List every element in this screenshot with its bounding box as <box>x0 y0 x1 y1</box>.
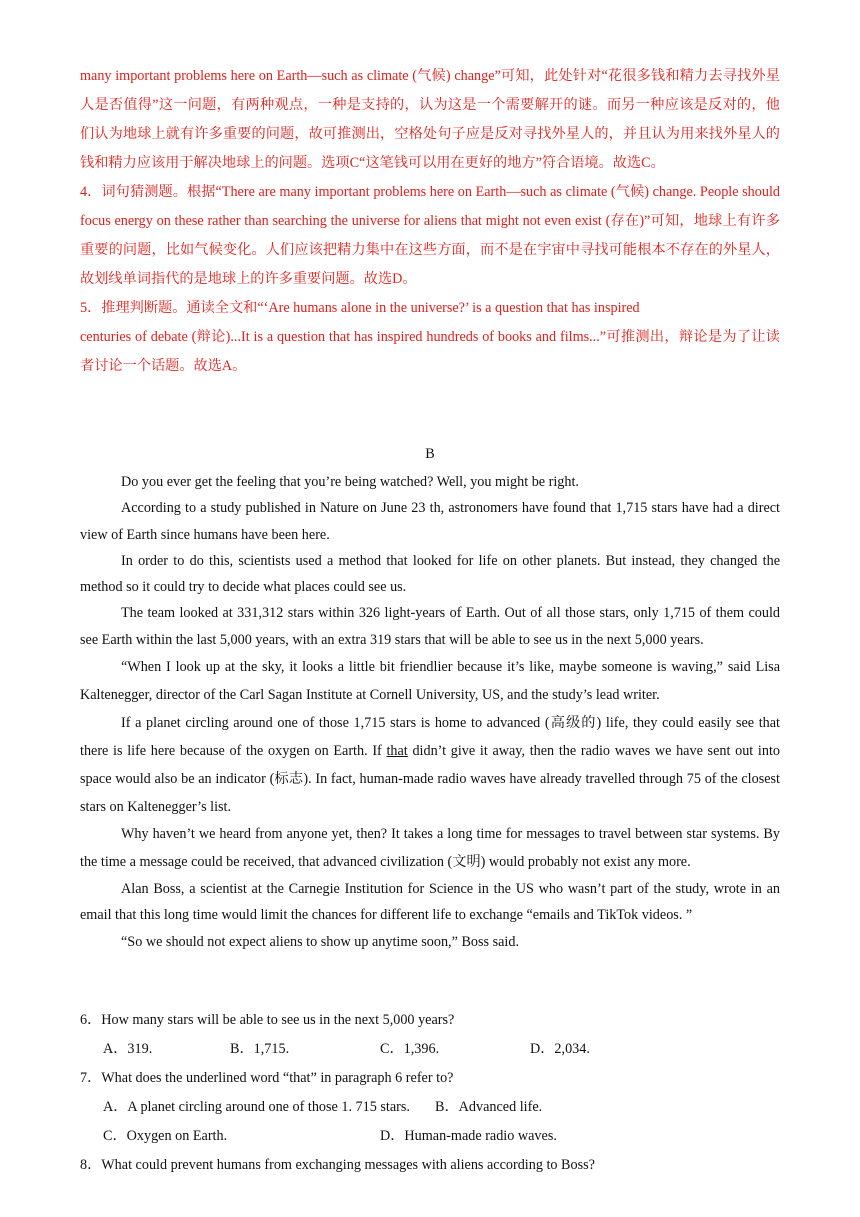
reading-passage <box>80 469 780 955</box>
passage-paragraph-6 <box>80 709 780 821</box>
q7-option-d[interactable]: D．Human-made radio waves. <box>380 1128 557 1144</box>
question-8-stem: 8．What could prevent humans from exchanging messages with aliens according to Boss? <box>80 1157 595 1173</box>
answer-paragraph-3: many important problems here on Earth—such as climate (气候) change”可知，此处针对“花很多钱和精力去寻找外星人是否值得”这一问题，有两种观点，一种是支持的，认为这是一个需要解开的谜。而另一种应该是反对的，他们认为地球上就有许多重要的问题，故可推测出，空格处句子应是反对寻找外星人的，并且认为用来找外星人的钱和精力应该用于解决地球上的问题。选项C“这笔钱可以用在更好的地方”符合语境。故选C。 <box>80 68 780 171</box>
passage-paragraph-1: Do you ever get the feeling that you’re being watched? Well, you might be right. <box>121 474 579 490</box>
passage-paragraph-7: Why haven’t we heard from anyone yet, then? It takes a long time for messages to travel between star systems. By the time a message could be received, that advanced civilization (文明) would probably not exist any more. <box>80 826 780 870</box>
passage-paragraph-5: “When I look up at the sky, it looks a little bit friendlier because it’s like, maybe someone is waving,” said Lisa Kaltenegger, director of the Carl Sagan Institute at Cornell University, US, and the study’s lead writer. <box>80 659 780 704</box>
paragraph-6-text-b: didn’t give it away, then the radio waves we have sent out into space would also be an indicator (标志). In fact, human-made radio waves have already travelled through 75 of the closest stars on Kaltenegger’s list. <box>80 743 780 816</box>
answer-explanation <box>80 62 780 381</box>
answer-paragraph-5-line1: 5．推理判断题。通读全文和“‘Are humans alone in the universe?’ is a question that has inspired <box>80 300 640 316</box>
question-6-options <box>80 1035 780 1064</box>
passage-paragraph-4: The team looked at 331,312 stars within 326 light-years of Earth. Out of all those stars, only 1,715 of them could see Earth within the last 5,000 years, with an extra 319 stars that will be able to see us in the next 5,000 years. <box>80 605 780 648</box>
passage-paragraph-3: In order to do this, scientists used a method that looked for life on other planets. But instead, they changed the method so it could try to decide what places could see us. <box>80 552 780 596</box>
question-6-stem: 6．How many stars will be able to see us in the next 5,000 years? <box>80 1012 455 1028</box>
paragraph-6-text-a: If a planet circling around one of those 1,715 stars is home to advanced (高级的) life, they could easily see that there is life here because of the oxygen on Earth. If <box>80 715 780 760</box>
passage-paragraph-9: “So we should not expect aliens to show up anytime soon,” Boss said. <box>121 933 519 950</box>
answer-paragraph-5-line2: centuries of debate (辩论)...It is a question that has inspired hundreds of books and films...”可推测出，辩论是为了让读者讨论一个话题。故选A。 <box>80 329 780 374</box>
q7-option-b[interactable]: B．Advanced life. <box>435 1099 543 1115</box>
question-list <box>80 1006 780 1180</box>
passage-paragraph-2: According to a study published in Nature on June 23 th, astronomers have found that 1,715 stars have had a direct view of Earth since humans have been here. <box>80 500 780 543</box>
underlined-word-that: that <box>386 743 408 760</box>
q7-option-c[interactable]: C．Oxygen on Earth. <box>103 1128 228 1144</box>
answer-paragraph-4: 4．词句猜测题。根据“There are many important problems here on Earth—such as climate (气候) change. People should focus energy on these rather than searching the universe for aliens that might not even exist (存在)”可知，地球上有许多重要的问题，比如气候变化。人们应该把精力集中在这些方面，而不是在宇宙中寻找可能根本不存在的外星人，故划线单词指代的是地球上的许多重要问题。故选D。 <box>80 184 780 287</box>
passage-paragraph-8: Alan Boss, a scientist at the Carnegie Institution for Science in the US who wasn’t part of the study, wrote in an email that this long time would limit the chances for different life to exchange “emails and TikTok videos. ” <box>80 881 780 924</box>
question-7-stem: 7．What does the underlined word “that” in paragraph 6 refer to? <box>80 1070 454 1086</box>
q6-option-d[interactable]: D．2,034. <box>530 1041 590 1057</box>
question-7-options-row2 <box>80 1122 780 1151</box>
q6-option-a[interactable]: A．319. <box>103 1041 153 1057</box>
question-7-options-row1 <box>80 1093 780 1122</box>
q6-option-c[interactable]: C．1,396. <box>380 1041 440 1057</box>
passage-title: B <box>425 446 435 462</box>
q7-option-a[interactable]: A．A planet circling around one of those 1. 715 stars. <box>103 1099 410 1115</box>
q6-option-b[interactable]: B．1,715. <box>230 1041 290 1057</box>
